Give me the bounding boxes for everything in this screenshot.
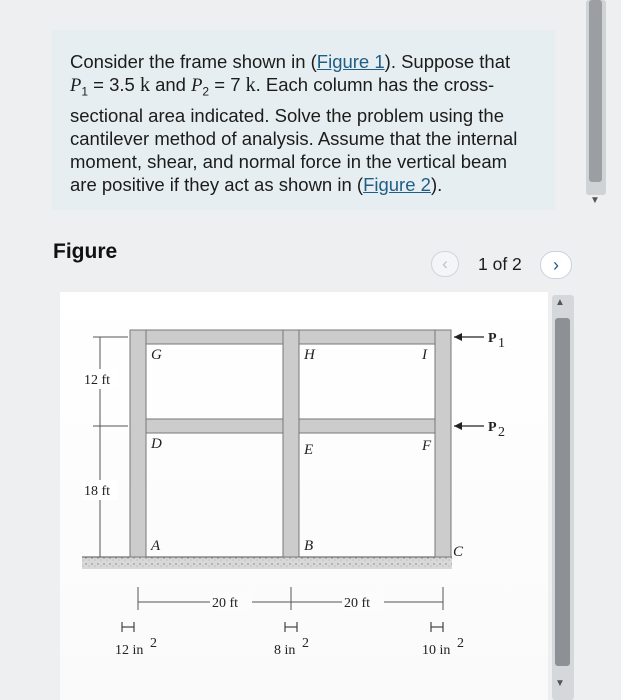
p2-symbol: P bbox=[191, 76, 203, 96]
figure-1-link[interactable]: Figure 1 bbox=[316, 51, 385, 72]
area-label-middle: 8 in bbox=[274, 643, 296, 658]
load-p1-letter: P bbox=[488, 331, 497, 346]
joint-label-a: A bbox=[151, 538, 161, 554]
problem-text bbox=[70, 50, 537, 196]
area-label-left: 12 in bbox=[115, 643, 144, 658]
chevron-left-icon: ‹ bbox=[442, 254, 448, 273]
area-label-right: 10 in bbox=[422, 643, 451, 658]
scroll-up-icon[interactable]: ▲ bbox=[555, 297, 565, 308]
ibeam-icon bbox=[431, 622, 443, 632]
next-figure-button[interactable] bbox=[540, 251, 572, 279]
text-segment: ). Suppose that bbox=[384, 51, 511, 72]
frame-figure bbox=[60, 292, 548, 700]
text-segment: ). bbox=[430, 173, 443, 195]
p1-value: = 3.5 bbox=[88, 74, 140, 95]
page-scrollbar-thumb[interactable] bbox=[589, 0, 602, 182]
joint-label-f: F bbox=[422, 438, 432, 454]
joint-label-h: H bbox=[304, 347, 315, 363]
joint-label-g: G bbox=[151, 347, 162, 363]
area-label-right-exp: 2 bbox=[457, 636, 464, 651]
p2-unit: k bbox=[245, 74, 256, 96]
previous-figure-button[interactable] bbox=[431, 251, 459, 277]
load-p1-arrowhead bbox=[454, 333, 462, 341]
height-label-lower: 18 ft bbox=[84, 484, 111, 499]
load-p2-arrowhead bbox=[454, 422, 462, 430]
p1-subscript: 1 bbox=[81, 84, 88, 99]
joint-label-i: I bbox=[422, 347, 427, 363]
figure-scrollbar-thumb[interactable] bbox=[555, 318, 570, 666]
joint-label-b: B bbox=[304, 538, 314, 554]
span-label-left: 20 ft bbox=[212, 596, 239, 611]
height-label-upper: 12 ft bbox=[84, 373, 111, 388]
scroll-down-icon[interactable]: ▼ bbox=[555, 678, 565, 689]
area-label-middle-exp: 2 bbox=[302, 636, 309, 651]
text-segment: and bbox=[149, 74, 192, 95]
ibeam-icon bbox=[122, 622, 134, 632]
load-p2-subscript: 2 bbox=[498, 425, 505, 440]
text-segment: are positive if they act as shown in ( bbox=[70, 173, 364, 195]
p2-value: = 7 bbox=[209, 74, 246, 95]
joint-label-d: D bbox=[151, 436, 162, 452]
ground-hatch bbox=[82, 557, 452, 569]
ibeam-icon bbox=[285, 622, 297, 632]
text-segment: sectional area indicated. Solve the problem using the bbox=[70, 104, 504, 126]
column-right bbox=[435, 330, 451, 557]
scroll-down-icon[interactable]: ▼ bbox=[590, 195, 600, 206]
joint-label-c: C bbox=[453, 544, 464, 560]
joint-label-e: E bbox=[304, 442, 314, 458]
chevron-right-icon: › bbox=[553, 254, 559, 275]
p1-symbol: P bbox=[70, 76, 82, 96]
area-label-left-exp: 2 bbox=[150, 636, 157, 651]
frame-diagram bbox=[60, 292, 548, 700]
figure-title: Figure bbox=[53, 240, 118, 263]
figure-2-link[interactable]: Figure 2 bbox=[363, 173, 431, 195]
problem-statement bbox=[52, 30, 555, 210]
text-segment: moment, shear, and normal force in the vertical beam bbox=[70, 150, 508, 172]
text-segment: cantilever method of analysis. Assume that the internal bbox=[70, 127, 518, 149]
figure-pager: 1 of 2 bbox=[478, 254, 522, 274]
load-p1-subscript: 1 bbox=[498, 336, 505, 351]
p2-subscript: 2 bbox=[202, 84, 210, 99]
load-p2-letter: P bbox=[488, 420, 497, 435]
p1-unit: k bbox=[139, 74, 150, 96]
text-segment: Consider the frame shown in ( bbox=[70, 51, 317, 72]
column-middle bbox=[283, 330, 299, 557]
text-segment: . Each column has the cross- bbox=[255, 74, 495, 95]
column-left bbox=[130, 330, 146, 557]
span-label-right: 20 ft bbox=[344, 596, 371, 611]
